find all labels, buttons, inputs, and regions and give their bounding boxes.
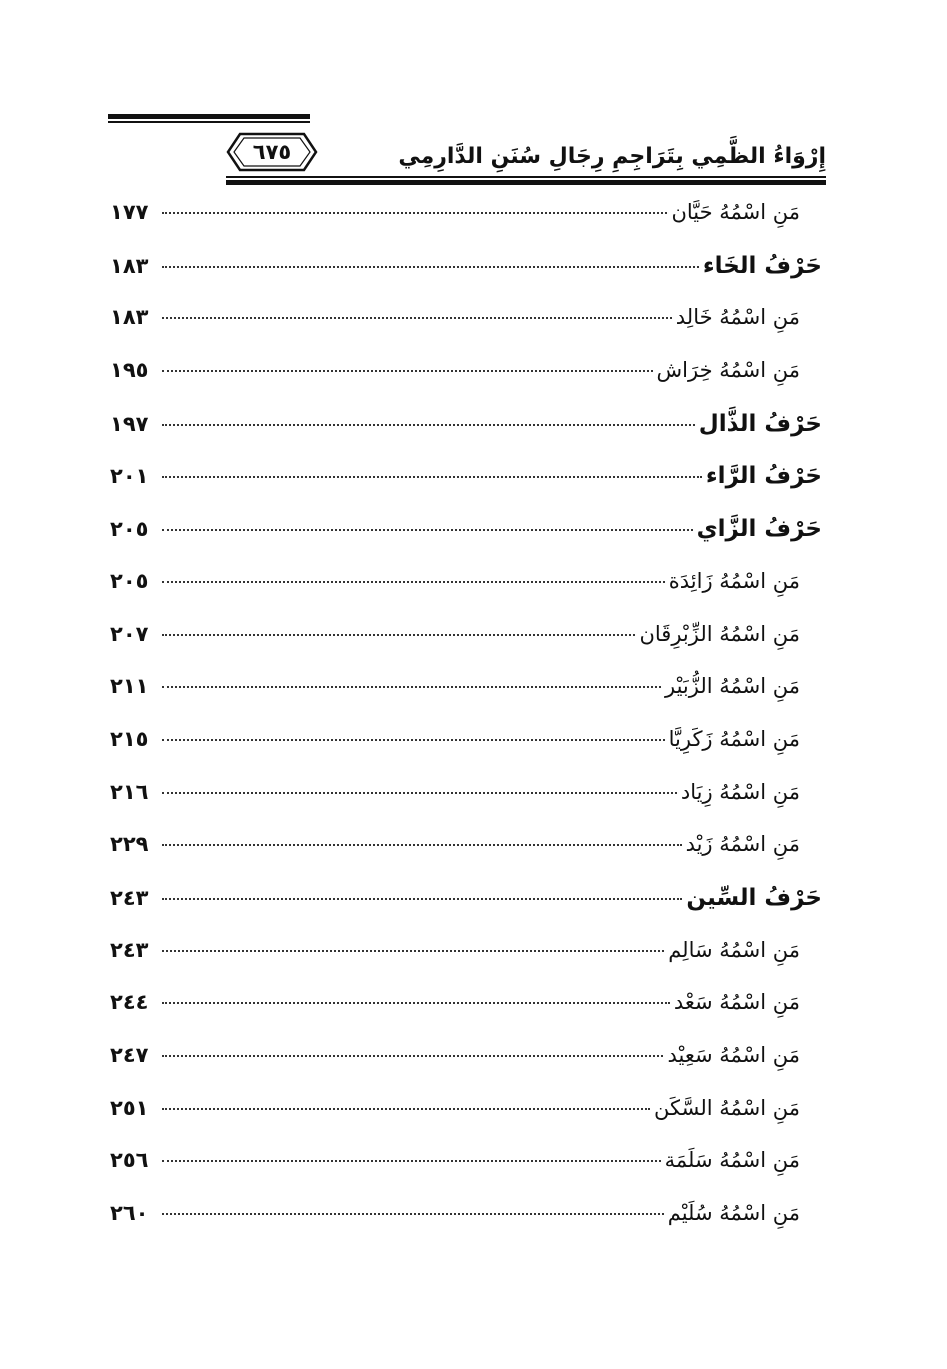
entry-page-number: ١٧٧	[110, 200, 149, 224]
toc-entry	[110, 622, 826, 675]
dot-leader	[162, 476, 702, 478]
toc-entry	[110, 727, 826, 780]
header-rule-top-thick	[108, 114, 310, 119]
entry-title: مَنِ اسْمُهُ سَالِم	[668, 937, 800, 962]
entry-title: مَنِ اسْمُهُ سَعْد	[673, 990, 800, 1015]
toc-entry	[110, 305, 826, 358]
dot-leader	[162, 792, 677, 794]
toc-entry	[110, 780, 826, 833]
toc-entry	[110, 1096, 826, 1149]
book-title: إِرْوَاءُ الظَّمِي بِتَرَاجِمِ رِجَالِ سُنَنِ الدَّارِمِي	[398, 144, 826, 169]
entry-page-number: ٢٠٥	[110, 517, 149, 542]
entry-page-number: ٢٤٧	[110, 1043, 149, 1067]
entry-title: مَنِ اسْمُهُ سَعِيْد	[667, 1043, 800, 1067]
toc-entry	[110, 1201, 826, 1254]
entry-title: حَرْفُ الذَّال	[698, 410, 822, 437]
toc-section-heading	[110, 516, 826, 569]
table-of-contents	[110, 200, 826, 1254]
dot-leader	[162, 317, 672, 319]
entry-title: مَنِ اسْمُهُ سُلَيْم	[667, 1201, 800, 1226]
entry-page-number: ٢٠٥	[110, 568, 149, 593]
toc-entry	[110, 1043, 826, 1096]
entry-title: حَرْفُ الخَاء	[702, 252, 822, 279]
entry-title: مَنِ اسْمُهُ السَّكَن	[654, 1095, 800, 1120]
toc-section-heading	[110, 411, 826, 464]
dot-leader	[162, 950, 664, 952]
entry-title: حَرْفُ السِّين	[686, 884, 822, 911]
entry-title: مَنِ اسْمُهُ خِرَاش	[656, 358, 800, 383]
entry-title: حَرْفُ الزَّاي	[696, 516, 822, 543]
entry-page-number: ٢١١	[110, 674, 149, 699]
entry-title: حَرْفُ الرَّاء	[705, 463, 822, 490]
entry-page-number: ٢٠١	[110, 464, 149, 489]
page-number: ٦٧٥	[252, 140, 292, 164]
header-rule-bottom-thick	[226, 180, 826, 185]
entry-title: مَنِ اسْمُهُ سَلَمَة	[664, 1148, 800, 1173]
dot-leader	[162, 266, 699, 268]
entry-page-number: ١٩٥	[110, 358, 149, 383]
entry-page-number: ٢١٥	[110, 726, 149, 751]
header-rule-top-thin	[108, 121, 310, 123]
toc-entry	[110, 200, 826, 253]
entry-page-number: ٢٥٦	[110, 1148, 149, 1173]
dot-leader	[162, 739, 665, 741]
entry-page-number: ٢٤٤	[110, 990, 149, 1015]
entry-title: مَنِ اسْمُهُ زَائِدَة	[668, 568, 800, 593]
entry-page-number: ٢٤٣	[110, 937, 149, 962]
dot-leader	[162, 1160, 661, 1162]
dot-leader	[162, 1002, 670, 1004]
page-number-badge	[226, 132, 318, 172]
dot-leader	[162, 581, 665, 583]
dot-leader	[162, 634, 635, 636]
entry-title: مَنِ اسْمُهُ حَيَّان	[671, 200, 800, 224]
entry-page-number: ١٨٣	[110, 253, 149, 278]
toc-entry	[110, 674, 826, 727]
toc-section-heading	[110, 885, 826, 938]
dot-leader	[162, 844, 682, 846]
page-header	[108, 110, 826, 190]
entry-page-number: ٢١٦	[110, 779, 149, 804]
toc-entry	[110, 1148, 826, 1201]
dot-leader	[162, 1213, 664, 1215]
dot-leader	[162, 212, 667, 214]
header-rule-bottom-thin	[226, 176, 826, 178]
entry-page-number: ١٩٧	[110, 411, 149, 436]
entry-title: مَنِ اسْمُهُ خَالِد	[675, 305, 800, 330]
dot-leader	[162, 686, 661, 688]
entry-page-number: ٢٥١	[110, 1095, 149, 1120]
entry-title: مَنِ اسْمُهُ زَكَرِيَّا	[668, 726, 800, 751]
toc-entry	[110, 990, 826, 1043]
toc-entry	[110, 832, 826, 885]
dot-leader	[162, 1108, 650, 1110]
entry-page-number: ٢٦٠	[110, 1201, 149, 1226]
toc-entry	[110, 569, 826, 622]
entry-title: مَنِ اسْمُهُ زَيْد	[685, 832, 800, 857]
dot-leader	[162, 529, 693, 531]
entry-page-number: ٢٢٩	[110, 832, 149, 857]
entry-page-number: ١٨٣	[110, 305, 149, 330]
toc-entry	[110, 938, 826, 991]
entry-page-number: ٢٤٣	[110, 885, 149, 910]
entry-title: مَنِ اسْمُهُ الزِّبْرِقَان	[639, 621, 800, 646]
toc-entry	[110, 358, 826, 411]
dot-leader	[162, 424, 695, 426]
toc-section-heading	[110, 253, 826, 306]
entry-title: مَنِ اسْمُهُ الزُّبَيْر	[664, 674, 800, 699]
dot-leader	[162, 370, 653, 372]
entry-page-number: ٢٠٧	[110, 621, 149, 646]
dot-leader	[162, 1055, 663, 1057]
toc-section-heading	[110, 463, 826, 516]
entry-title: مَنِ اسْمُهُ زِيَاد	[680, 779, 800, 804]
dot-leader	[162, 898, 682, 900]
